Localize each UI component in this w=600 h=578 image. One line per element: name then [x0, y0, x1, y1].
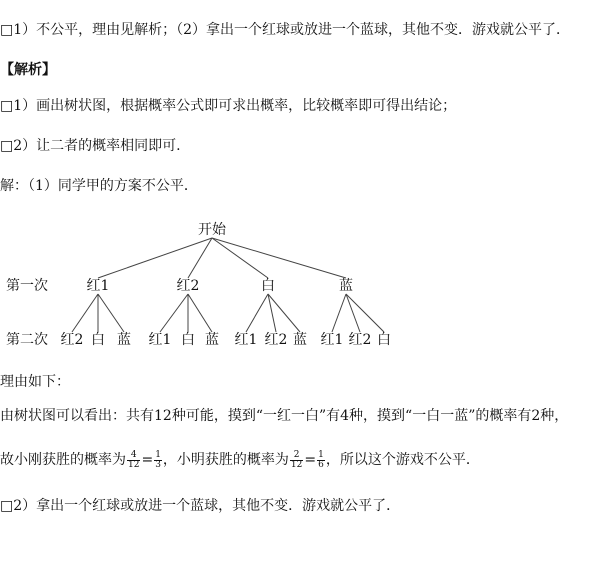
tree-root: 开始 [198, 222, 226, 238]
tree-node-second: 红1 [320, 332, 344, 348]
analysis-heading: 【解析】 [0, 62, 56, 78]
row-label-second: 第二次 [6, 332, 48, 348]
tree-node-second: 红1 [234, 332, 258, 348]
tree-node-second: 白 [377, 332, 391, 348]
fraction-4-12: $\frac{4}{12}$ [128, 449, 140, 470]
reason-label: 理由如下： [0, 374, 70, 390]
tree-node-first: 红1 [86, 278, 110, 294]
row-label-first: 第一次 [6, 278, 48, 294]
equals-sign: = [304, 452, 317, 468]
reason-line-1: 由树状图可以看出：共有12种可能，摸到“一红一白”有4种，摸到“一白一蓝”的概率有2种， [0, 408, 569, 424]
tree-node-first: 红2 [176, 278, 200, 294]
reason-text-2: ，小明获胜的概率为 [162, 452, 289, 468]
tree-node-second: 红2 [348, 332, 372, 348]
tree-node-second: 白 [181, 332, 195, 348]
solution-part-2: □2）拿出一个红球或放进一个蓝球，其他不变．游戏就公平了． [0, 498, 401, 514]
tree-node-first: 蓝 [339, 278, 353, 294]
tree-node-second: 红2 [60, 332, 84, 348]
tree-node-second: 蓝 [117, 332, 131, 348]
tree-node-second: 红2 [264, 332, 288, 348]
tree-node-second: 蓝 [293, 332, 307, 348]
tree-node-second: 白 [91, 332, 105, 348]
reason-text-1: 故小刚获胜的概率为 [0, 452, 126, 468]
tree-edges [72, 238, 384, 332]
tree-diagram [0, 214, 400, 354]
reason-line-2 [0, 450, 480, 470]
fraction-2-12: $\frac{2}{12}$ [290, 449, 303, 470]
fraction-1-6: $\frac{1}{6}$ [318, 449, 324, 470]
analysis-step-1: □1）画出树状图，根据概率公式即可求出概率，比较概率即可得出结论； [0, 98, 457, 114]
equals-sign: = [141, 452, 154, 468]
tree-node-first: 白 [261, 278, 275, 294]
tree-node-second: 蓝 [205, 332, 219, 348]
fraction-1-3: $\frac{1}{3}$ [155, 449, 161, 470]
solution-part-1: 解：（1）同学甲的方案不公平． [0, 178, 198, 194]
reason-text-3: ，所以这个游戏不公平． [325, 452, 480, 468]
analysis-step-2: □2）让二者的概率相同即可. [0, 138, 181, 154]
answer-line: □1）不公平，理由见解析；（2）拿出一个红球或放进一个蓝球，其他不变．游戏就公平了． [0, 22, 571, 38]
tree-node-second: 红1 [148, 332, 172, 348]
